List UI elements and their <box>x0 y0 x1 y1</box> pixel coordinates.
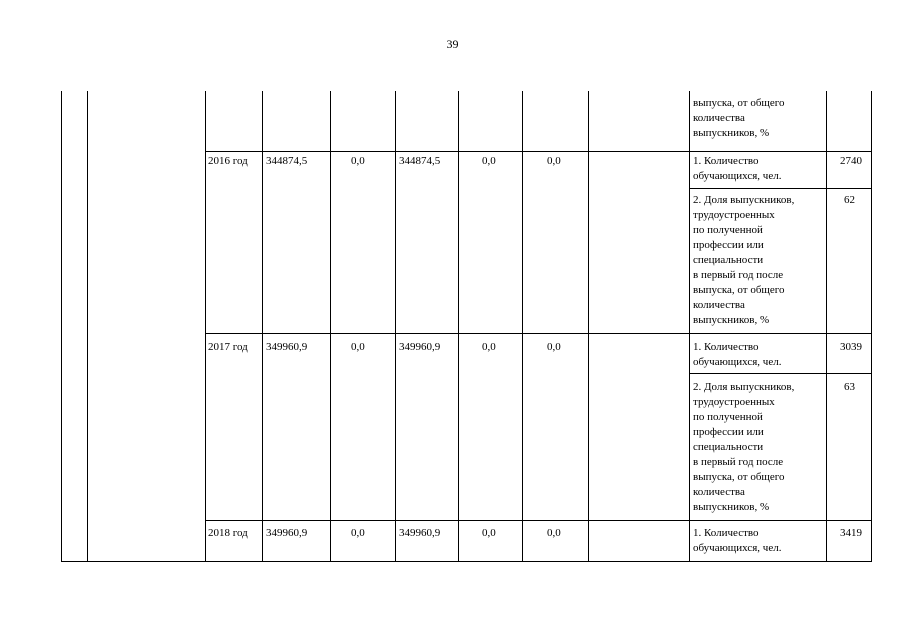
table-rule <box>205 151 690 152</box>
page-number: 39 <box>446 37 459 51</box>
amount-cell: 349960,9 <box>399 527 441 539</box>
indicator-name: 1. Количество обучающихся, чел. <box>693 527 782 554</box>
indicator-value: 2740 <box>840 155 862 167</box>
table-bottom-rule <box>61 561 872 562</box>
total-cell: 344874,5 <box>266 155 308 167</box>
table-border <box>689 91 690 562</box>
table-border <box>871 91 872 562</box>
indicator-value: 3419 <box>840 527 862 539</box>
indicator-value: 63 <box>844 381 855 393</box>
year-cell: 2018 год <box>208 527 248 539</box>
indicator-value: 3039 <box>840 341 862 353</box>
amount-cell: 349960,9 <box>399 341 441 353</box>
amount-cell: 0,0 <box>547 527 561 539</box>
table-border <box>826 91 827 562</box>
indicator-name: 2. Доля выпускников, трудоустроенных по полученной профессии или специальности в первый год после выпуска, от общего количества выпускников, % <box>693 381 795 513</box>
table-rule <box>690 520 872 521</box>
table-border <box>458 91 459 562</box>
amount-cell: 0,0 <box>482 527 496 539</box>
amount-cell: 344874,5 <box>399 155 441 167</box>
table-border <box>262 91 263 562</box>
indicator-value: 62 <box>844 194 855 206</box>
table-rule <box>690 373 872 374</box>
table-border <box>61 91 62 562</box>
table-border <box>395 91 396 562</box>
amount-cell: 0,0 <box>547 341 561 353</box>
amount-cell: 0,0 <box>547 155 561 167</box>
indicator-name: 2. Доля выпускников, трудоустроенных по полученной профессии или специальности в первый год после выпуска, от общего количества выпускников, % <box>693 194 795 326</box>
table-rule <box>690 333 872 334</box>
indicator-name: 1. Количество обучающихся, чел. <box>693 155 782 182</box>
amount-cell: 0,0 <box>351 155 365 167</box>
amount-cell: 0,0 <box>351 341 365 353</box>
indicator-name: 1. Количество обучающихся, чел. <box>693 341 782 368</box>
year-cell: 2017 год <box>208 341 248 353</box>
indicator-name: выпуска, от общего количества выпускников, % <box>693 97 785 139</box>
amount-cell: 0,0 <box>482 341 496 353</box>
total-cell: 349960,9 <box>266 527 308 539</box>
table-border <box>87 91 88 562</box>
table-rule <box>690 151 872 152</box>
table-border <box>588 91 589 562</box>
amount-cell: 0,0 <box>351 527 365 539</box>
table-border <box>522 91 523 562</box>
year-cell: 2016 год <box>208 155 248 167</box>
table-border <box>205 91 206 562</box>
total-cell: 349960,9 <box>266 341 308 353</box>
amount-cell: 0,0 <box>482 155 496 167</box>
table-rule <box>205 520 690 521</box>
table-rule <box>690 188 872 189</box>
table-border <box>330 91 331 562</box>
table-rule <box>205 333 690 334</box>
